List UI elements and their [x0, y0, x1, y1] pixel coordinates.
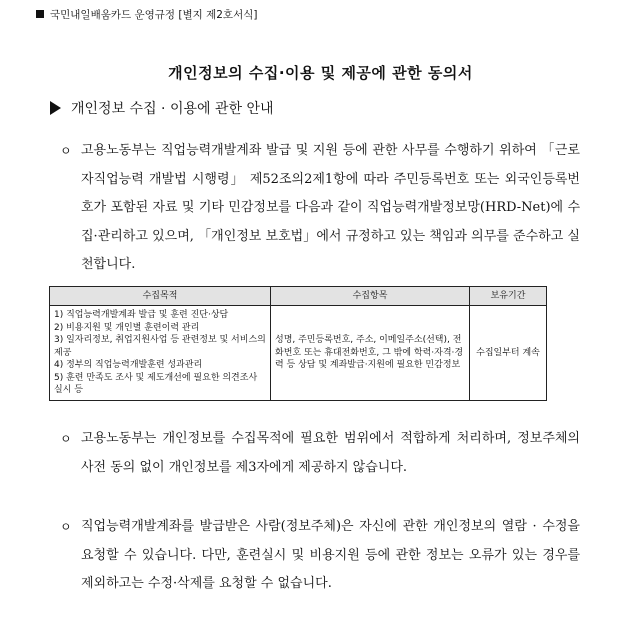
header-period: 보유기간 [470, 287, 547, 306]
black-square-icon [36, 10, 44, 18]
circle-bullet-icon: ㅇ [60, 520, 72, 534]
purpose-item: 2) 비용지원 및 개인별 훈련이력 관리 [54, 322, 200, 333]
form-header-text: 국민내일배움카드 운영규정 [별지 제2호서식] [50, 9, 258, 21]
circle-bullet-icon: ㅇ [60, 432, 72, 446]
paragraph-collection-notice [60, 137, 580, 280]
paragraph-text: 직업능력개발계좌를 발급받은 사람(정보주체)은 자신에 관한 개인정보의 열람 · 수정을 요청할 수 있습니다. 다만, 훈련실시 및 비용지원 등에 관한 정보는 오류가 있는 경우를 제외하고는 수정·삭제를 요청할 수 없습니다. [81, 519, 580, 591]
purpose-item: 3) 일자리정보, 취업지원사업 등 관련정보 및 서비스의 제공 [54, 335, 266, 358]
cell-period: 수집일부터 계속 [470, 306, 547, 401]
section-heading-text: 개인정보 수집 · 이용에 관한 안내 [71, 101, 274, 117]
cell-purposes [50, 306, 271, 401]
paragraph-access-rights [60, 513, 580, 599]
circle-bullet-icon: ㅇ [60, 144, 72, 158]
paragraph-text: 고용노동부는 개인정보를 수집목적에 필요한 범위에서 적합하게 처리하며, 정보주체의 사전 동의 없이 개인정보를 제3자에게 제공하지 않습니다. [81, 431, 580, 475]
table-row [50, 306, 547, 401]
collection-info-table [49, 286, 547, 401]
triangle-bullet-icon [50, 101, 61, 115]
form-header [36, 8, 596, 22]
header-items: 수집항목 [271, 287, 470, 306]
purpose-item: 5) 훈련 만족도 조사 및 제도개선에 필요한 의견조사 실시 등 [54, 372, 258, 395]
purpose-item: 4) 정부의 직업능력개발훈련 성과관리 [54, 360, 203, 370]
header-purpose: 수집목적 [50, 287, 271, 306]
purpose-item: 1) 직업능력개발계좌 발급 및 훈련 진단·상담 [54, 310, 229, 320]
table-header-row [50, 287, 547, 306]
paragraph-text: 고용노동부는 직업능력개발계좌 발급 및 지원 등에 관한 사무를 수행하기 위하여 「근로자직업능력 개발법 시행령」 제52조의2제1항에 따라 주민등록번호 또는 외국인등록번호가 포함된 자료 및 기타 민감정보를 다음과 같이 직업능력개발정보망(HRD-Net)에 수집·관리하고 있으며, 「개인정보 보호법」에서 규정하고 있는 책임과 의무를 준수하고 실천합니다. [81, 143, 580, 272]
paragraph-third-party [60, 425, 580, 482]
document-title: 개인정보의 수집·이용 및 제공에 관한 동의서 [168, 64, 473, 82]
section-heading [50, 99, 610, 119]
cell-items: 성명, 주민등록번호, 주소, 이메일주소(선택), 전화번호 또는 휴대전화번호, 그 밖에 학력·자격·경력 등 상담 및 계좌발급·지원에 필요한 민감정보 [271, 306, 470, 401]
